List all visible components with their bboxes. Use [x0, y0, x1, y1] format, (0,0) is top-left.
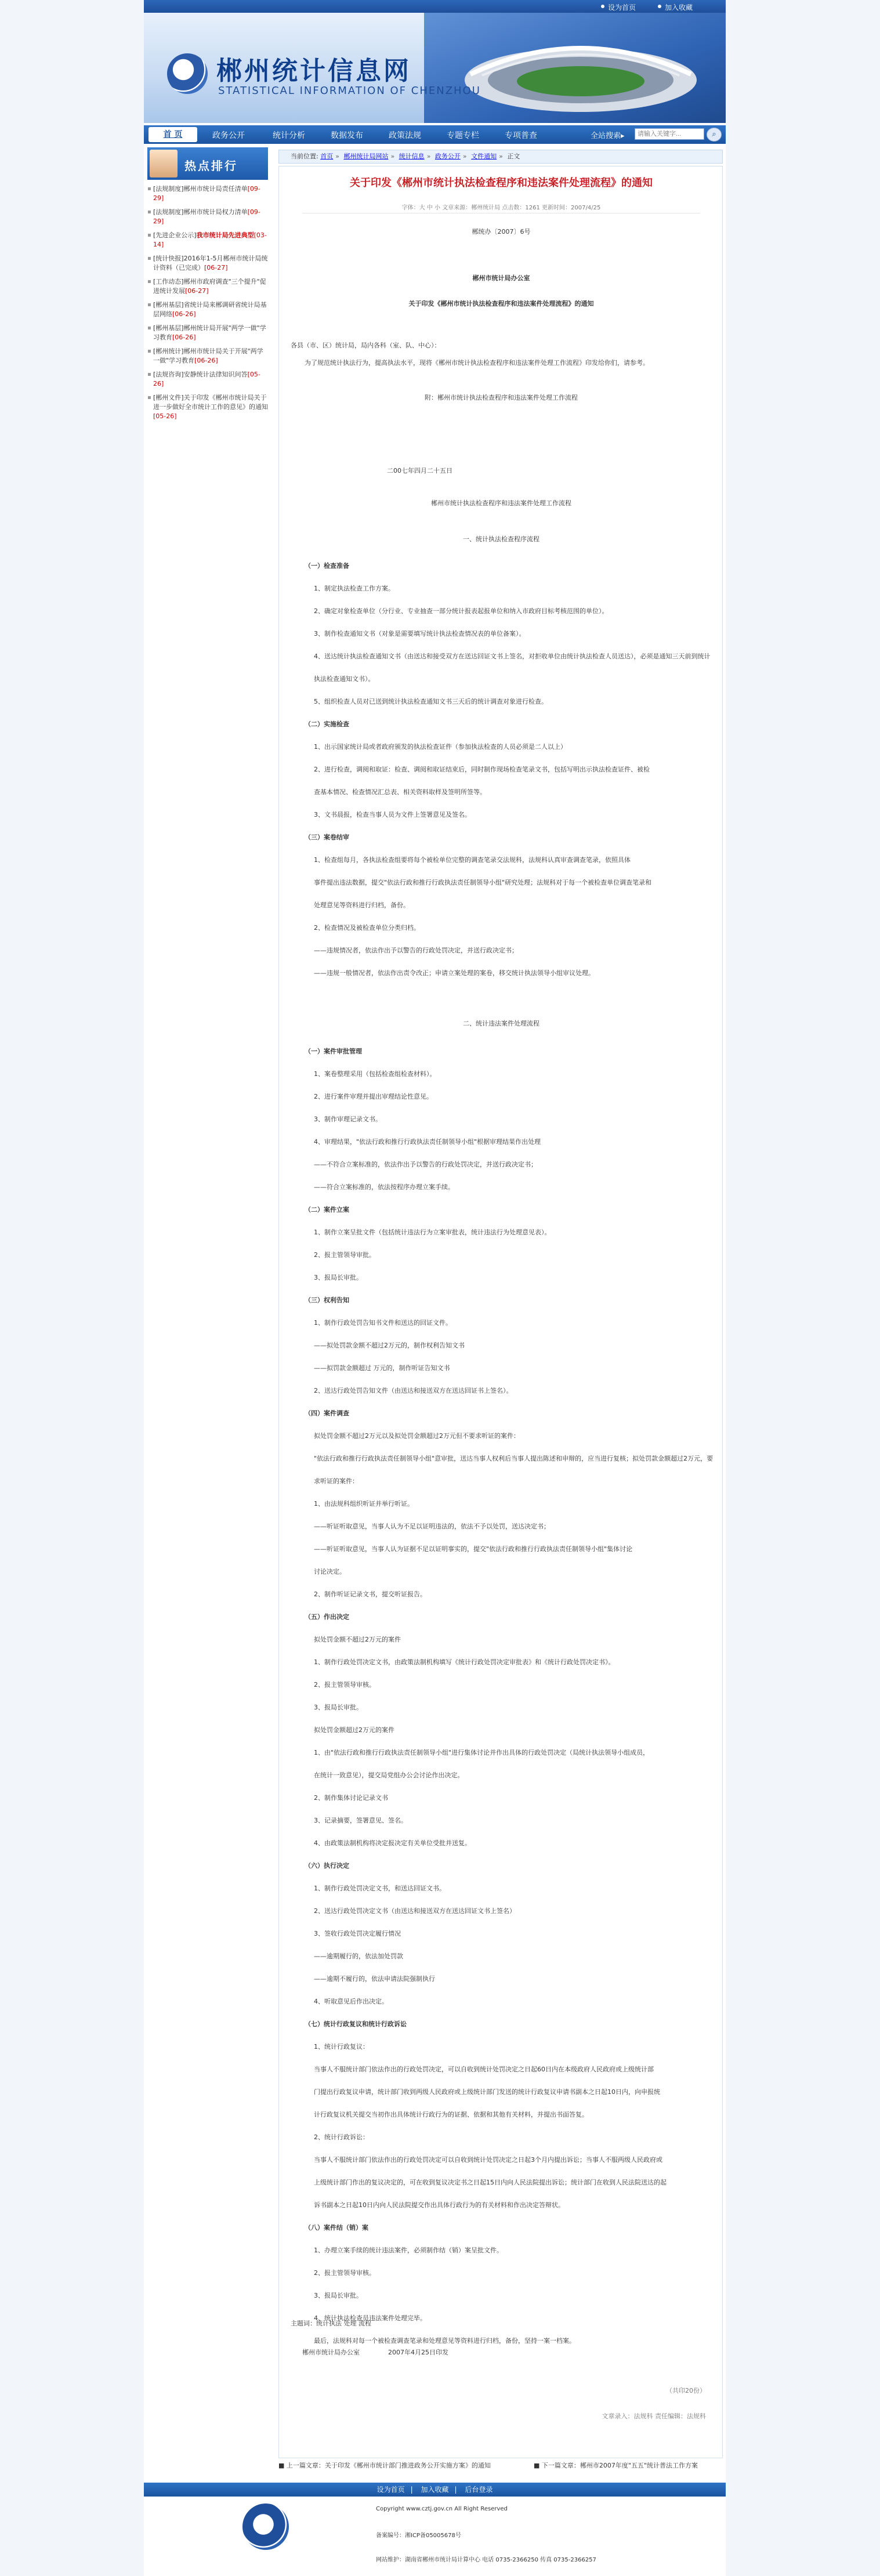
hot-list [147, 184, 268, 421]
search-icon[interactable]: ⌕ [707, 128, 722, 142]
nav-item-topics[interactable]: 专题专栏 [447, 131, 479, 140]
list-item[interactable]: ▪ [郴州文件]关于印发《郴州市统计局关于进一步做好全市统计工作的意见》的通知[05-26] [147, 393, 268, 421]
intro-paragraph: 为了规范统计执法行为，提高执法水平，现将《郴州市统计执法检查程序和违法案件处理工作流程》印发给你们，请参考。 [305, 359, 649, 367]
body-line: 诉书副本之日起10日内向人民法院提交作出具体行政行为的有关材料和作出决定答辩状。 [314, 2201, 564, 2209]
sub-heading: （五）作出决定 [305, 1613, 349, 1621]
list-item[interactable]: ▪ [法规制度]郴州市统计局责任清单[09-29] [147, 184, 268, 203]
body-line: ——听证听取意见，当事人认为证据不足以证明事实的，提交"依法行政和推行行政执法责任制领导小组"集体讨论 [314, 1545, 633, 1553]
sub-heading: （四）案件调查 [305, 1410, 349, 1417]
search-scope-select[interactable]: 全站搜索▸ [591, 132, 625, 140]
sub-heading: （三）权利告知 [305, 1296, 349, 1304]
sub-heading: （八）案件结（销）案 [305, 2224, 368, 2231]
body-line: 1、由"依法行政和推行行政执法责任制领导小组"进行集体讨论并作出具体的行政处罚决定（局统计执法领导小组成员， [314, 1749, 650, 1756]
bullet-icon [658, 5, 661, 8]
body-line: ——逾期不履行的，依法申请法院强制执行 [314, 1975, 435, 1983]
body-line: ——听证听取意见，当事人认为不足以证明违法的，依法不予以处罚，送达决定书； [314, 1523, 550, 1530]
hot-ranking-header [147, 147, 268, 180]
doc-number: 郴统办〔2007〕6号 [472, 228, 531, 236]
body-line: ——拟罚款金额超过 万元的，制作听证告知文书 [314, 1364, 450, 1372]
sub-heading: （一）检查准备 [305, 562, 349, 570]
site-subtitle: STATISTICAL INFORMATION OF CHENZHOU [218, 85, 481, 97]
body-line: 4、由政策法制机构将决定报决定有关单位受批并送复。 [314, 1839, 471, 1847]
section-heading: 一、统计执法检查程序流程 [463, 535, 539, 543]
body-line: 1、出示国家统计局或者政府颁发的执法检查证件（参加执法检查的人员必须是二人以上） [314, 743, 567, 751]
body-line: 2、报主管领导审批。 [314, 1251, 375, 1259]
search-input[interactable] [635, 128, 704, 140]
next-article[interactable]: ■ 下一篇文章：郴州市2007年度"五五"统计普法工作方案 [534, 2462, 698, 2469]
body-line: 2、进行案件审理并提出审理结论性意见。 [314, 1093, 433, 1100]
body-line: 拟处罚金额超过2万元的案件 [314, 1726, 394, 1734]
body-line: 3、制作审理记录文书。 [314, 1115, 382, 1123]
list-item[interactable]: ▪ [郴州基层]省统计局来郴调研省统计局基层网络[06-26] [147, 300, 268, 319]
body-line: 在统计一致意见），提交局党组办公会讨论作出决定。 [314, 1771, 464, 1779]
body-line: 4、听取意见后作出决定。 [314, 1998, 388, 2005]
addressee: 各县（市、区）统计局，局内各科（室、队、中心）： [291, 342, 441, 349]
footer-link[interactable]: 后台登录 [465, 2486, 493, 2494]
body-line: 拟处罚金额不超过2万元以及拟处罚金额超过2万元但不要求听证的案件： [314, 1432, 520, 1440]
subtitle: 郴州市统计执法检查程序和违法案件处理工作流程 [431, 499, 571, 507]
breadcrumb-item[interactable]: 文件通知 [471, 153, 497, 160]
print-count: （共印20份） [666, 2387, 706, 2394]
main-nav [144, 125, 726, 144]
body-line: 3、签收行政处罚决定履行情况 [314, 1930, 401, 1937]
sub-heading: （六）执行决定 [305, 1862, 349, 1869]
article-container [278, 166, 723, 2458]
body-line: 2、制作听证记录文书，提交听证报告。 [314, 1590, 426, 1598]
issuer-line: 郴州市统计局办公室 2007年4月25日印发 [302, 2349, 448, 2356]
body-line: 2、制作集体讨论记录文书 [314, 1794, 388, 1802]
body-line: 2、进行检查，调阅和取证：检查、调阅和取证结束后，同时制作现场检查笔录文书，包括写明出示执法检查证件、被检 [314, 766, 650, 773]
article-title: 关于印发《郴州市统计执法检查程序和违法案件处理流程》的通知 [350, 177, 653, 189]
body-line: "依法行政和推行行政执法责任制领导小组"意审批，送达当事人权利后当事人提出陈述和申辩的，应当进行复核；拟处罚款金额超过2万元，要 [314, 1455, 714, 1462]
list-item[interactable]: ▪ [郴州基层]郴州统计局开展"两学一做"学习教育[06-26] [147, 324, 268, 342]
favorite-link[interactable]: 加入收藏 [665, 3, 693, 12]
body-line: 1、案卷整理采用（包括检查组检查材料）。 [314, 1070, 436, 1078]
body-line: 1、制作行政处罚告知书文件和送达的回证文件。 [314, 1319, 452, 1327]
article-meta: 字体：大 中 小 文章来源：郴州统计局 点击数：1261 更新时间：2007/4/25 [279, 202, 723, 211]
nav-home[interactable]: 首 页 [149, 127, 197, 142]
breadcrumb-item[interactable]: 政务公开 [434, 153, 461, 160]
body-line: 2、报主管领导审核。 [314, 1681, 375, 1689]
body-line: 求听证的案件： [314, 1477, 358, 1485]
stadium-image [459, 28, 702, 115]
breadcrumb-item[interactable]: 首页 [320, 153, 334, 160]
body-line: 3、制作检查通知文书（对象是需要填写统计执法检查情况表的单位备案）。 [314, 630, 526, 637]
breadcrumb-prefix: 当前位置: [291, 153, 318, 160]
bullet-icon [601, 5, 604, 8]
body-line: 2、统计行政诉讼： [314, 2133, 369, 2141]
list-item[interactable]: ▪ [统计快报]2016年1-5月郴州市统计局统计资料（已完成）[06-27] [147, 254, 268, 273]
body-line: 2、送达行政处罚决定文书（由送达和接送双方在送达回证文书上签名） [314, 1907, 516, 1915]
body-line: 5、组织检查人员对已送到统计执法检查通知文书三天后的统计调查对象进行检查。 [314, 698, 548, 705]
body-line: 1、统计行政复议： [314, 2043, 369, 2050]
body-line: 3、报局长审批。 [314, 1704, 363, 1711]
body-line: 4、统计执法检查员违法案件处理完毕。 [314, 2314, 426, 2322]
nav-item-data[interactable]: 数据发布 [331, 131, 363, 140]
list-item[interactable]: ▪ [工作动态]郴州市政府调查"三个提升"促进统计发展[06-27] [147, 277, 268, 296]
body-line: ——逾期履行的，依法加处罚款 [314, 1952, 403, 1960]
body-line: 2、检查情况及被检查单位分类归档。 [314, 924, 420, 932]
body-line: 1、制作行政处罚决定文书，和送达回证文书。 [314, 1885, 446, 1892]
body-line: 执法检查通知文书）。 [314, 675, 375, 683]
body-line: ——符合立案标准的，依法按程序办理立案手续。 [314, 1183, 454, 1191]
body-line: 事件提出违法数据，提交"依法行政和推行行政执法责任制领导小组"研究处理；法规科对于每一个被检查单位调查笔录和 [314, 879, 652, 886]
icp-number: 备案编号：湘ICP备05005678号 [376, 2532, 461, 2539]
contact-info: 网站维护：湖南省郴州市统计局计算中心 电话 0735-2366250 传真 0735-2366257 [376, 2557, 596, 2563]
date-line: 二00七年四月二十五日 [387, 467, 452, 474]
site-banner [144, 13, 726, 123]
body-line: 1、制作立案呈批文件（包括统计违法行为立案审批表，统计违法行为处理意见表）。 [314, 1229, 551, 1236]
body-line: 当事人不服统计部门依法作出的行政处罚决定，可以自收到统计处罚决定之日起60日内在本级政府人民政府或上级统计部 [314, 2066, 654, 2073]
page [144, 0, 726, 2576]
body-line: ——拟处罚款金额不超过2万元的，制作权利告知文书 [314, 1342, 465, 1349]
footer-link[interactable]: 设为首页 [376, 2486, 405, 2494]
body-line: 1、由法规科组织听证并举行听证。 [314, 1500, 414, 1508]
attachment-line: 附：郴州市统计执法检查程序和违法案件处理工作流程 [425, 394, 578, 401]
notice-title: 关于印发《郴州市统计执法检查程序和违法案件处理流程》的通知 [408, 300, 594, 307]
body-line: 3、报局长审批。 [314, 2292, 363, 2299]
list-item[interactable]: ▪ [郴州统计]郴州市统计局关于开展"两学一做"学习教育[06-26] [147, 347, 268, 365]
list-item[interactable]: ▪ [先进企业公示]我市统计局先进典型[03-14] [147, 231, 268, 249]
sub-heading: （二）案件立案 [305, 1206, 349, 1213]
body-line: 拟处罚金额不超过2万元的案件 [314, 1636, 401, 1643]
body-line: 1、制作行政处罚决定文书，由政策法制机构填写《统计行政处罚决定审批表》和《统计行政处罚决定书》。 [314, 1658, 615, 1666]
set-home-link[interactable]: 设为首页 [608, 3, 636, 12]
copyright: Copyright www.cztj.gov.cn All Right Reserved [376, 2506, 508, 2512]
sub-heading: （七）统计行政复议和统计行政诉讼 [305, 2020, 407, 2028]
section-heading: 二、统计违法案件处理流程 [463, 1020, 539, 1027]
body-line: 当事人不服统计部门依法作出的行政处罚决定可以自收到统计处罚决定之日起3个月内提出诉讼；当事人不服两级人民政府或 [314, 2156, 662, 2164]
body-line: 上级统计部门作出的复议决定的，可在收到复议决定书之日起15日内向人民法院提出诉讼；统计部门在收到人民法院送达的起 [314, 2179, 667, 2186]
nav-item-analysis[interactable]: 统计分析 [273, 131, 305, 140]
site-logo-icon [167, 53, 208, 94]
body-line: 3、记录摘要，签署意见、签名。 [314, 1817, 407, 1824]
body-line: 处理意见等资料进行归档，备份。 [314, 901, 410, 909]
nav-item-gov[interactable]: 政务公开 [212, 131, 245, 140]
body-line: 2、确定对象检查单位（分行业、专业抽查一部分统计报表起报单位和纳入市政府目标考核范围的单位）。 [314, 607, 609, 615]
body-line: ——违规情况者，依法作出予以警告的行政处罚决定，并送行政决定书； [314, 947, 518, 954]
sidebar [147, 147, 268, 426]
body-line: 4、送达统计执法检查通知文书（由送达和接受双方在送达回证文书上签名，对拒收单位由统计执法检查人员送达），必须是通知三天前到统计 [314, 653, 711, 660]
footer-link[interactable]: 加入收藏 [421, 2486, 449, 2494]
body-line: 1、检查组每月，各执法检查组要将每个被检单位完整的调查笔录交法规科，法规科认真审查调查笔录，依照具体 [314, 856, 631, 864]
avatar [150, 150, 178, 177]
footer-logo-icon [242, 2503, 289, 2550]
body-line: 计行政复议机关提交当初作出具体统计行政行为的证据、依据和其他有关材料，并提出书面答复。 [314, 2111, 588, 2118]
hot-ranking-title: 热点排行 [184, 159, 238, 173]
body-line: 3、报局长审批。 [314, 1274, 363, 1281]
sub-heading: （二）实施检查 [305, 720, 349, 728]
list-item[interactable]: ▪ [法规制度]郴州市统计局权力清单[09-29] [147, 208, 268, 226]
breadcrumb-item[interactable]: 郴州统计局网站 [343, 153, 389, 160]
footer-bar: 设为首页 | 加入收藏 | 后台登录 [144, 2483, 726, 2497]
body-line: 2、报主管领导审核。 [314, 2269, 375, 2277]
body-line: 4、审理结果，"依法行政和推行行政执法责任制领导小组"根据审理结果作出处理 [314, 1138, 541, 1146]
body-line: 门提出行政复议申请，统计部门收到两级人民政府或上级统计部门发送的统计行政复议申请书副本之日起10日内，向申报统 [314, 2088, 660, 2096]
body-line: ——不符合立案标准的，依法作出予以警告的行政处罚决定，并送行政决定书； [314, 1161, 537, 1168]
list-item[interactable]: ▪ [法规咨询]安静统计法律知识问答[05-26] [147, 370, 268, 389]
nav-item-census[interactable]: 专项普查 [505, 131, 537, 140]
site-title: 郴州统计信息网 [216, 56, 411, 86]
body-line: 2、送达行政处罚告知文件（由送达和接送双方在送达回证书上签名）。 [314, 1387, 513, 1394]
editor-info: 文章录入：法规科 责任编辑：法规科 [602, 2412, 706, 2420]
sub-heading: （三）案卷结审 [305, 834, 349, 841]
nav-item-policy[interactable]: 政策法规 [389, 131, 421, 140]
top-strip [144, 0, 726, 13]
body-line: 3、文书晨报，检查当事人员为文件上签署意见及签名。 [314, 811, 471, 818]
breadcrumb-item[interactable]: 统计信息 [399, 153, 425, 160]
body-line: ——违规一般情况者，依法作出责令改正；申请立案处理的案卷，移交统计执法领导小组审议处理。 [314, 969, 595, 977]
body-line: 讨论决定。 [314, 1568, 346, 1575]
breadcrumb: 当前位置: 首页 » 郴州统计局网站 » 统计信息 » 政务公开 » 文件通知 » 正文 [278, 150, 723, 164]
keywords: 主题词：统计执法 处理 流程 [291, 2320, 371, 2327]
sub-heading: （一）案件审批管理 [305, 1048, 362, 1055]
prev-article[interactable]: ■ 上一篇文章：关于印发《郴州市统计部门推进政务公开实施方案》的通知 [278, 2462, 491, 2469]
body-line: 1、制定执法检查工作方案。 [314, 585, 394, 592]
body-line: 最后，法规科对每一个被检查调查笔录和处理意见等资料进行归档，备份，坚持一案一档案。 [314, 2337, 575, 2345]
breadcrumb-item: 正文 [507, 153, 520, 160]
body-line: 1、办理立案手续的统计违法案件，必须制作结（销）案呈批文件。 [314, 2247, 503, 2254]
body-line: 查基本情况、检查情况汇总表、相关资料取样及签明所签等。 [314, 788, 486, 796]
issuing-office: 郴州市统计局办公室 [472, 274, 530, 282]
